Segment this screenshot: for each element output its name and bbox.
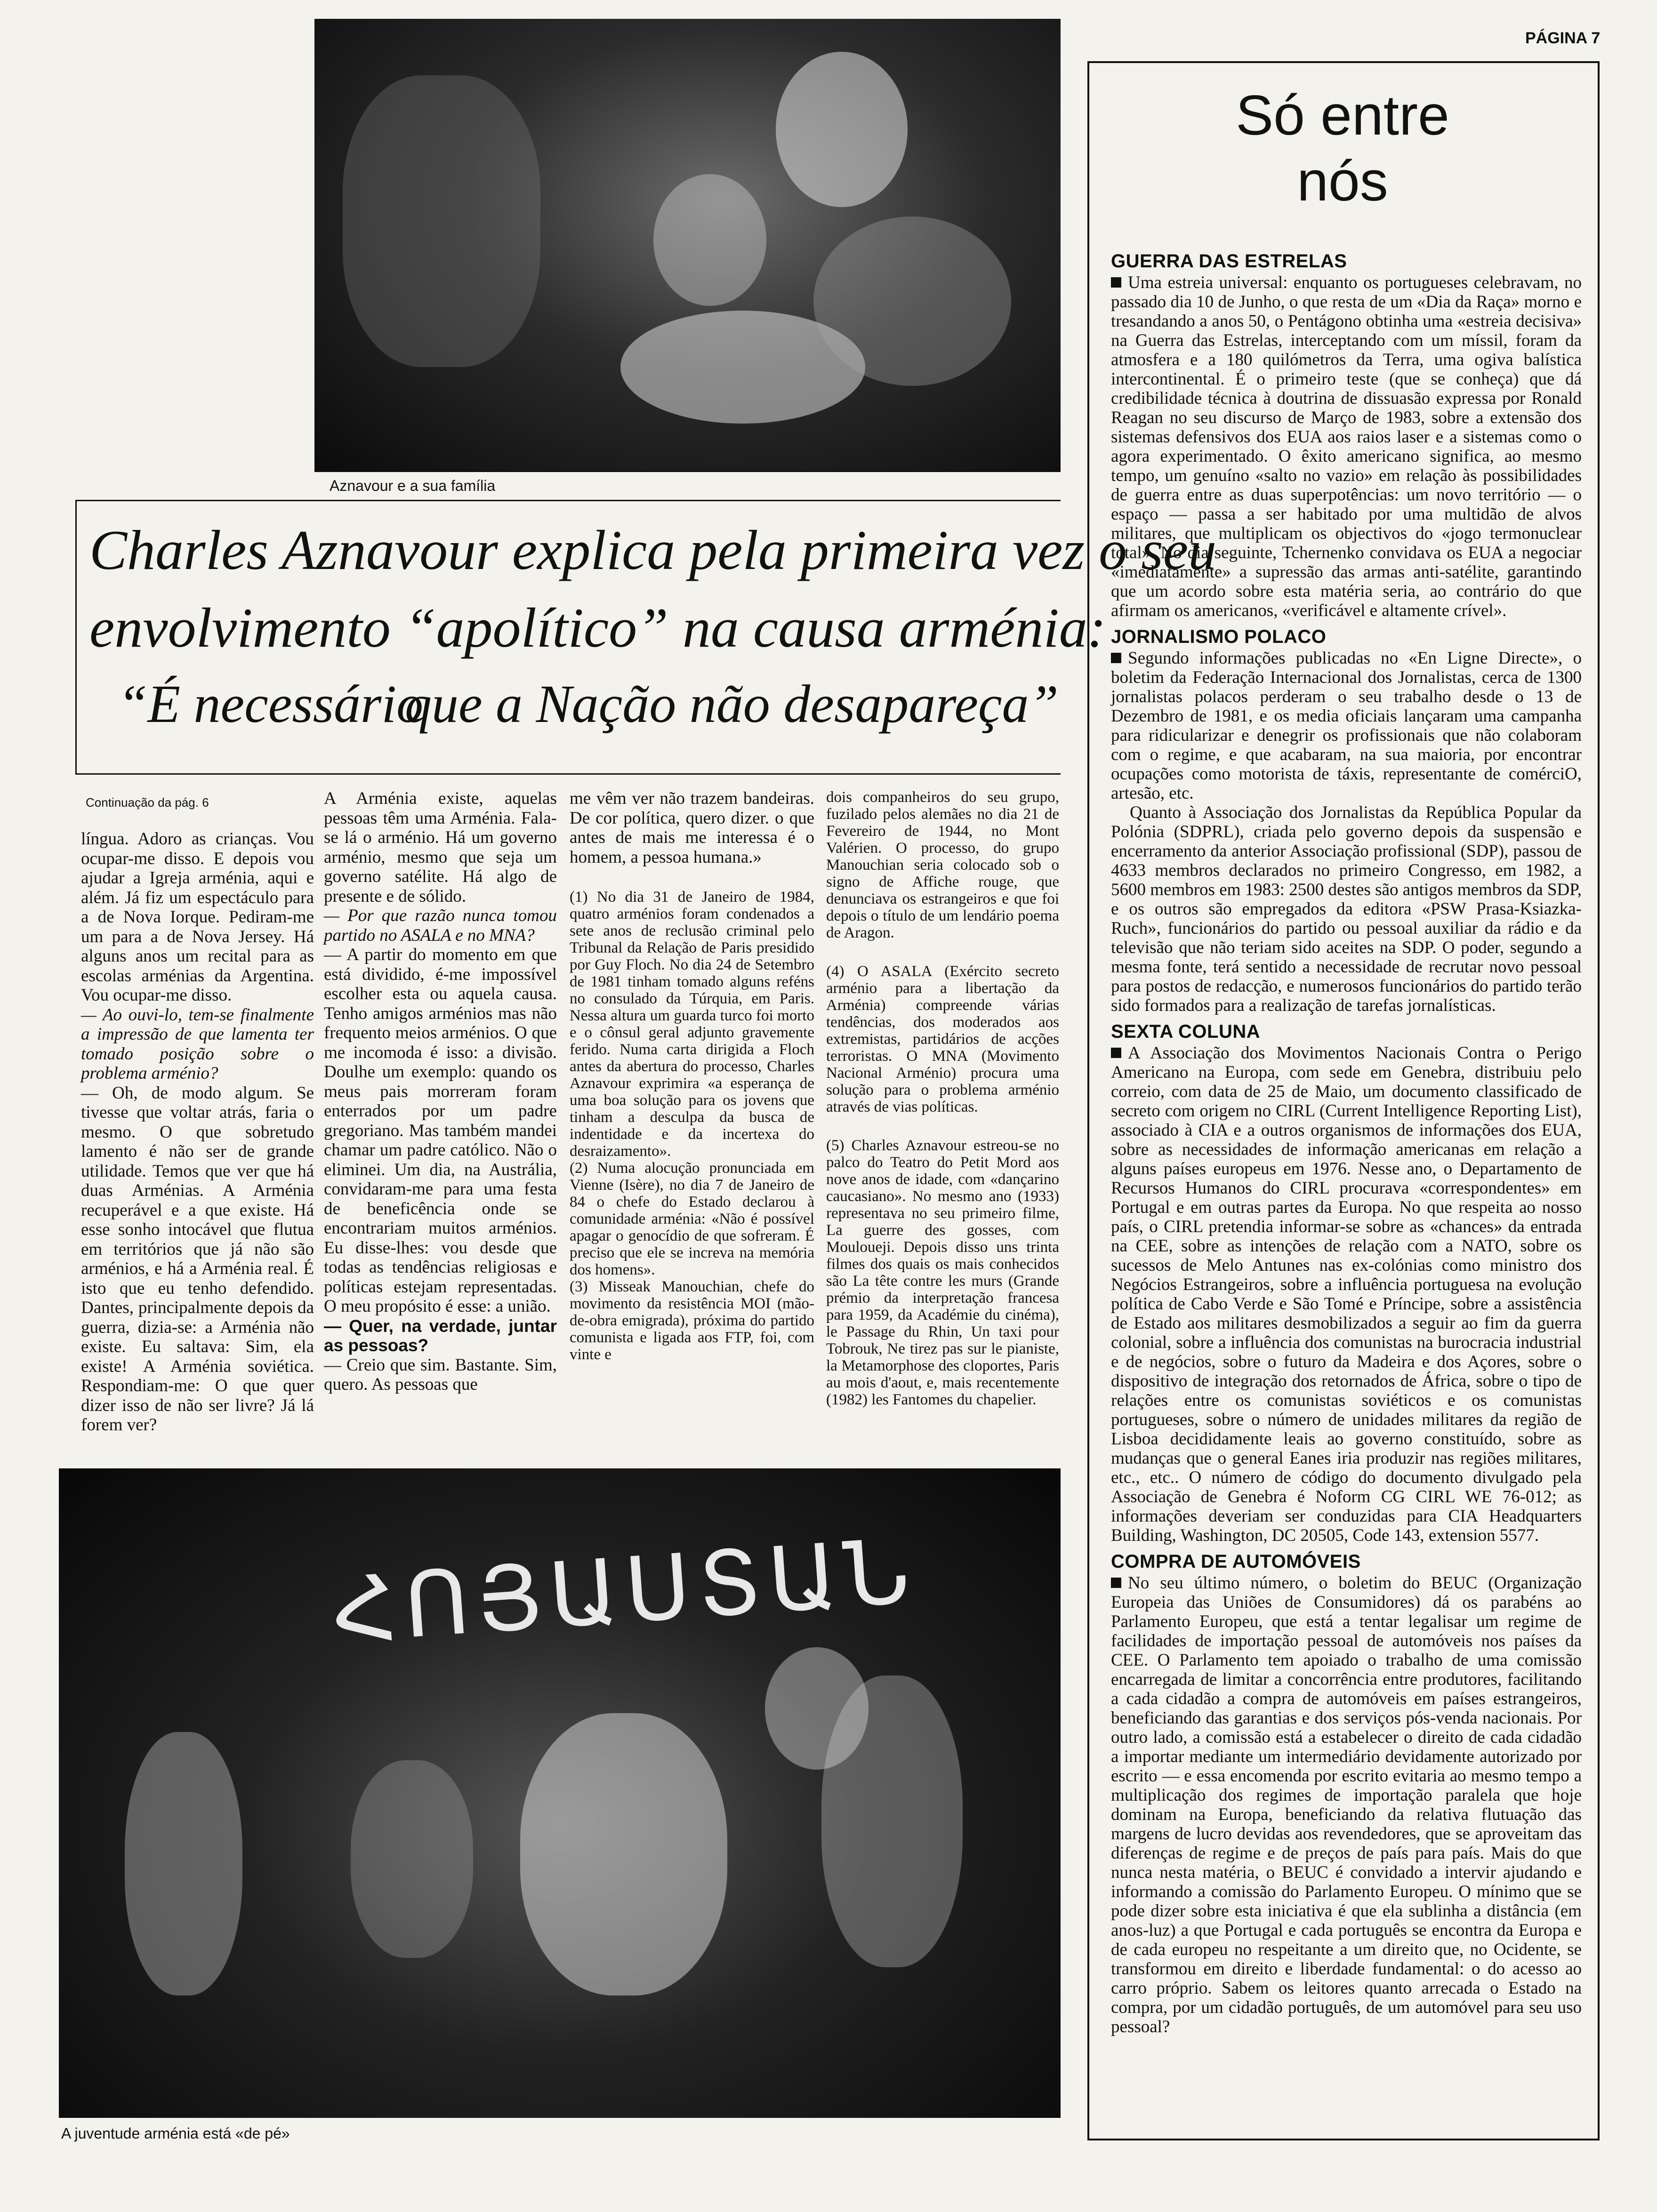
interview-question: — Quer, na verdade, juntar as pessoas? (324, 1316, 557, 1355)
section-heading: SEXTA COLUNA (1111, 1021, 1261, 1042)
headline-line-3b: que a Nação não desapareça” (405, 674, 1059, 734)
section-paragraph: No seu último número, o boletim do BEUC (Organização Europeia das Uniões de Consumidores) dá os parabéns ao Parlamento Europeu, que está a tentar legalisar um regime de facilidades de importação pessoal de automóveis nos países da CEE. O Parlamento tem apoiado o trabalho de uma comissão encarregada de limitar a concorrência entre produtores, facilitando a cada cidadão a compra de automóveis em países estrangeiros, beneficiando das garantias e dos serviços pós-venda nacionais. Por outro lado, a comissão está a estabelecer o direito de cada cidadão a importar mediante um intermediário devidamente autorizado por escrito — e essa encomenda por escrito evitaria ao mesmo tempo a multiplicação dos regimes de importação paralela que hoje dominam na Europa, beneficiando da relativa flutuação das margens de lucro devidas aos revendedores, que se aproveitam das diferenças de regime e de preços de país para país. Mais do que nunca nesta matéria, o BEUC é convidado a intervir ajudando e informando a comissão do Parlamento Europeu. O mínimo que se pode dizer sobre esta iniciativa é que ela sublinha a distância (em anos-luz) a que Portugal e cada português se encontra da Europa e de cada europeu no respeitante a um direito que, no Ocidente, se transformou em direito e liberdade fundamental: o do acesso ao carro próprio. Sabem os leitores quanto arrecada o Estado na compra, por um cidadão português, de um automóvel para seu uso pessoal? (1111, 1573, 1582, 2036)
col1-paragraph: língua. Adoro as crianças. Vou ocupar-me disso. E depois vou ajudar a Igreja arménia, aqui e além. Já fiz um espectáculo para a de Nova Iorque. Pediram-me um para a de Nova Jersey. Há alguns anos um recital para as escolas arménias da Argentina. Vou ocupar-me disso. (81, 829, 314, 1005)
family-photo (314, 19, 1061, 471)
article-column-1 (81, 829, 314, 1435)
section-paragraph: Quanto à Associação dos Jornalistas da República Popular da Polónia (SDPRL), criada pelo governo depois da suspensão e encerramento da anterior Associação profissional (SDP), passou de 4633 membros declarados no primeiro Congresso, em 1982, a 5600 membros em 1983: 2500 destes são antigos membros da SDP, e os outros são empregados da editora «PSW Prasa-Ksiazka-Ruch», funcionários do partido ou pessoal auxiliar da rádio e da televisão que não teriam sido aceites na SDP. O poder, segundo a mesma fonte, terá sentido a necessidade de recrutar novo pessoal para postos de redacção, e numerosos funcionários do partido terão sido formados para a realização de tarefas jornalísticas. (1111, 803, 1582, 1015)
footnote-3: (3) Misseak Manouchian, chefe do movimento da resistência MOI (mão-de-obra emigrada), próxima do partido comunista e ligada aos FTP, foi, com vinte e (570, 1278, 814, 1363)
headline-line-1: Charles Aznavour explica pela primeira vez o seu (89, 519, 1217, 581)
armenian-sign-text: ՀՈՅԱՍՏԱՆ (329, 1518, 921, 1664)
article-column-2 (324, 789, 557, 1395)
col3-paragraph: me vêm ver não trazem bandeiras. De cor política, quero dizer. o que antes de mais me interessa é o homem, a pessoa humana.» (570, 789, 814, 867)
col1-paragraph: — Oh, de modo algum. Se tivesse que voltar atrás, faria o mesmo. O que sobretudo lamento é não ser de grande utilidade. Temos que ver que há duas Arménias. A Arménia recuperável e a que existe. Há esse sonho intocável que flutua em territórios que já não são arménios, e há a Arménia real. É isto que eu tenho defendido. Dantes, principalmente depois da guerra, dizia-se: a Arménia não existe. Eu saltava: Sim, ela existe! A Arménia soviética. Respondiam-me: O que quer dizer isso de não ser livre? Já lá forem ver? (81, 1083, 314, 1435)
continuation-note: Continuação da pág. 6 (86, 795, 209, 809)
interview-question: — Ao ouvi-lo, tem-se finalmente a impressão de que lamenta ter tomado posição sobre o problema arménio? (81, 1005, 314, 1083)
bullet-icon (1111, 653, 1121, 663)
bullet-icon (1111, 1048, 1121, 1058)
youth-photo (59, 1468, 1061, 2118)
interview-question: — Por que razão nunca tomou partido no ASALA e no MNA? (324, 906, 557, 945)
page-number: PÁGINA 7 (1525, 29, 1601, 47)
family-photo-caption: Aznavour e a sua família (330, 477, 496, 494)
footnote-2: (2) Numa alocução pronunciada em Vienne (Isère), no dia 7 de Janeiro de 84 o chefe do Estado declarou à comunidade arménia: «Não é possível apagar o genocídio de que sofreram. É preciso que ele se increva na memória dos homens». (570, 1160, 814, 1278)
headline-line-2: envolvimento “apolítico” na causa arménia: (89, 596, 1106, 659)
section-paragraph: Uma estreia universal: enquanto os portugueses celebravam, no passado dia 10 de Junho, o que resta de um «Dia da Raça» morno e tresandando a anos 50, o Pentágono obtinha uma «estreia decisiva» na Guerra das Estrelas, interceptando com um míssil, foram da atmosfera e a 180 quilómetros da Terra, uma ogiva balística intercontinental. É o primeiro teste (que se conheça) que dá credibilidade técnica à doutrina de dissuasão expressa por Ronald Reagan no seu discurso de Março de 1983, sobre a extensão dos sistemas defensivos dos EUA aos raios laser e a sistemas como o agora experimentado. O êxito americano significa, ao mesmo tempo, um genuíno «salto no vazio» em relação às possibilidades de guerra entre as duas superpotências: um novo território — o espaço — passa a ser habitado por uma multidão de alvos militares, que multiplicam os objectivos do «jogo termonuclear total». No dia seguinte, Tchernenko convidava os EUA a negociar «imediatamente» a supressão das armas anti-satélite, garantindo que um acordo sobre esta matéria seria, ao contrário do que afirmam os americanos, «verificável e altamente crível». (1111, 273, 1582, 620)
section-heading: JORNALISMO POLACO (1111, 626, 1327, 647)
col2-paragraph: — Creio que sim. Bastante. Sim, quero. As pessoas que (324, 1355, 557, 1394)
youth-photo-caption: A juventude arménia está «de pé» (61, 2125, 290, 2142)
article-column-4 (826, 789, 1059, 1408)
sidebar-title-2: nós (1297, 150, 1388, 213)
headline-line-3a: “É necessário (118, 674, 424, 734)
bullet-icon (1111, 277, 1121, 288)
section-heading: GUERRA DAS ESTRELAS (1111, 251, 1347, 272)
bullet-icon (1111, 1578, 1121, 1588)
col2-paragraph: A Arménia existe, aquelas pessoas têm uma Arménia. Fala-se lá o arménio. Há um governo arménio, mesmo que seja um governo satélite. Há algo de presente e de sólido. (324, 789, 557, 906)
sidebar-title-1: Só entre (1236, 84, 1449, 147)
section-paragraph: Segundo informações publicadas no «En Ligne Directe», o boletim da Federação Internacional dos Jornalistas, cerca de 1300 jornalistas polacos perderam o seu trabalho desde o 13 de Dezembro de 1981, e os media oficiais lançaram uma campanha para ridicularizar e denegrir os profissionais que não colaboram com o regime, e que acabaram, na sua maioria, por encontrar ocupações como motorista de táxis, representante de comérciO, artesão, etc. (1111, 649, 1582, 803)
footnote-4: (4) O ASALA (Exército secreto arménio para a libertação da Arménia) compreende várias tendências, dos moderados aos extremistas, partidários de acções terroristas. O MNA (Movimento Nacional Arménio) procura uma solução para o problema arménio através de vias políticas. (826, 963, 1059, 1115)
footnote-1: (1) No dia 31 de Janeiro de 1984, quatro arménios foram condenados a sete anos de reclusão criminal pelo Tribunal da Relação de Paris presidido por Guy Floch. No dia 24 de Setembro de 1981 tinham tomado alguns reféns no consulado da Túrquia, em Paris. Nessa altura um guarda turco foi morto e o cônsul geral adjunto gravemente ferido. Numa carta dirigida a Floch antes da abertura do processo, Charles Aznavour exprimira «a esperança de uma boa solução para os jovens que tinham a desculpa da busca de indentidade e da incertexa do desraizamento». (570, 889, 814, 1160)
footnote-3-cont: dois companheiros do seu grupo, fuzilado pelos alemães no dia 21 de Fevereiro de 1944, no Mont Valérien. O processo, do grupo Manouchian seria colocado sob o signo de Affiche rouge, que denunciava os estrangeiros e que foi depois o título de um lendário poema de Aragon. (826, 789, 1059, 941)
section-paragraph: A Associação dos Movimentos Nacionais Contra o Perigo Americano na Europa, com sede em Genebra, distribuiu pelo correio, com data de 25 de Maio, um documento classificado de secreto com origem no CIRL (Current Intelligence Reporting List), associado à CIA e a outros organismos de informações dos EUA, sobre as necessidades de informação americanas em relação a alguns países europeus em 1976. Nesse ano, o Departamento de Recursos Humanos do CIRL procurava «correspondentes» em Portugal e em outras partes da Europa. No que respeita ao nosso país, o CIRL pretendia informar-se sobre as «chances» da entrada na CEE, sobre as intenções de relação com a NATO, sobre os sucessos de Melo Antunes nas ex-colónias como ministro dos Negócios Estrangeiros, sobre a influência portuguesa na evolução política de Cabo Verde e São Tomé e Príncipe, sobre a assistência de Estado aos militares desmobilizados a seguir ao fim da guerra colonial, sobre a influência dos comunistas na burocracia industrial e de negócios, sobre o futuro da Madeira e dos Açores, sobre o dispositivo de integração dos retornados de África, sobre o tipo de relações entre os comunistas soviéticos e os comunistas portugueses, sobre o número de unidades militares da região de Lisboa decididamente leais ao governo constituído, sobre as mudanças que o general Eanes iria produzir nas regiões militares, etc., etc.. O número de código do documento divulgado pela Associação de Genebra é Noform CG CIRL WE 76-012; as informações deveriam ser conduzidas para CIA Headquarters Building, Washington, DC 20505, Code 143, extension 5577. (1111, 1043, 1582, 1545)
article-column-3 (570, 789, 814, 1363)
footnote-5: (5) Charles Aznavour estreou-se no palco do Teatro do Petit Mord aos nove anos de idade, com «dançarino caucasiano». No mesmo ano (1933) representava no seu primeiro filme, La guerre des gosses, com Mouloueji. Depois disso uns trinta filmes dos quais os mais conhecidos são La tête contre les murs (Grande prémio da interpretação francesa para 1959, da Académie du cinéma), le Passage du Rhin, Un taxi pour Tobrouk, Ne tirez pas sur le pianiste, la Metamorphose des cloportes, Paris au mois d'aout, e, mais recentemente (1982) les Fantomes du chapelier. (826, 1137, 1059, 1408)
sidebar-content (1111, 249, 1582, 2036)
col2-paragraph: — A partir do momento em que está dividido, é-me impossível escolher esta ou aquela causa. Tenho amigos arménios mas não frequento meios arménios. O que me incomoda é isso: a divisão. Doulhe um exemplo: quando os meus pais morreram foram enterrados por um padre gregoriano. Mas também mandei chamar um padre católico. Não o eliminei. Um dia, na Austrália, convidaram-me para uma festa de beneficência onde se encontrariam muitos arménios. Eu disse-lhes: vou desde que todas as tendências religiosas e políticas estejam representadas. O meu propósito é esse: a união. (324, 945, 557, 1316)
section-heading: COMPRA DE AUTOMÓVEIS (1111, 1551, 1361, 1572)
